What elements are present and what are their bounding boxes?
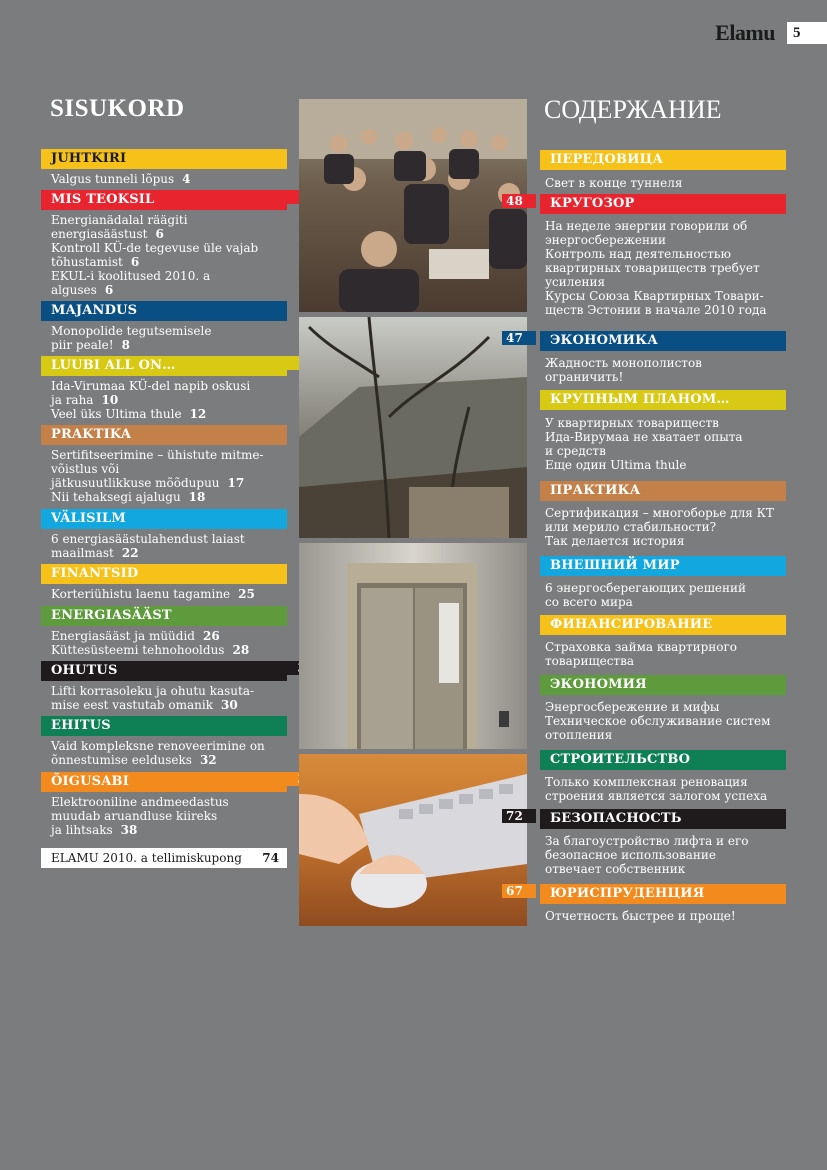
entry-page-number: 6 [155,227,164,241]
entry-text: Veel üks Ultima thule [51,407,182,421]
section-header-et[interactable] [41,716,287,736]
toc-entry-et[interactable] [51,532,291,560]
entry-text: Жадность монополистов [545,356,702,370]
entry-line [545,416,790,430]
toc-entry-ru[interactable] [545,356,790,384]
entry-text: со всего мира [545,595,633,609]
entry-page-number: 32 [199,753,217,767]
section-label: ЮРИСПРУДЕНЦИЯ [550,886,705,901]
entry-line [51,490,291,504]
toc-entry-et[interactable] [51,324,291,352]
entry-text: строения является залогом успеха [545,789,768,803]
entry-text: tõhustamist [51,255,123,269]
section-page-badge: 47 [502,331,536,345]
entry-line [545,506,790,520]
entry-text: товарищества [545,654,634,668]
entry-text: отопления [545,728,613,742]
entry-page-number: 26 [203,629,220,643]
entry-text: ществ Эстонии в начале 2010 года [545,303,767,317]
entry-line [51,643,291,657]
section-label: EHITUS [51,718,111,733]
photo-conference-audience [299,99,527,312]
section-label: ЭКОНОМИЯ [550,677,647,692]
section-header-et[interactable] [41,425,287,445]
entry-page-number: 38 [120,823,138,837]
entry-line [545,714,790,728]
toc-entry-et[interactable] [51,490,291,504]
entry-line [51,255,291,269]
photo-old-wooden-house [299,317,527,538]
entry-text: energiasäästust [51,227,148,241]
toc-entry-et[interactable] [51,448,291,490]
entry-line [51,698,291,712]
entry-line [51,393,291,407]
entry-page-number: 18 [188,490,206,504]
entry-text: Korteriühistu laenu tagamine [51,587,231,601]
entry-page-number: 22 [121,546,139,560]
entry-text: Энергосбережение и мифы [545,700,720,714]
toc-entry-et[interactable] [51,269,291,297]
entry-text: Lifti korrasoleku ja ohutu kasuta- [51,684,255,698]
section-header-ru[interactable] [506,884,786,904]
entry-line [545,275,790,289]
section-label: ÕIGUSABI [51,774,129,789]
section-label: ПЕРЕДОВИЦА [550,152,664,167]
section-header-et[interactable] [41,509,287,529]
entry-line [545,700,790,714]
entry-line [51,227,291,241]
entry-line [51,283,291,297]
entry-text: квартирных товариществ требует [545,261,760,275]
entry-line [51,795,291,809]
entry-line [545,356,790,370]
entry-text: võistlus või [51,462,120,476]
entry-line [545,233,790,247]
entry-text: õnnestumise eelduseks [51,753,192,767]
section-label: JUHTKIRI [51,151,127,166]
toc-entry-et[interactable] [51,587,291,601]
entry-line [51,324,291,338]
entry-page-number: 10 [101,393,119,407]
section-header-et[interactable] [41,564,287,584]
entry-line [51,338,291,352]
entry-line [545,444,790,458]
toc-entry-et[interactable] [51,739,291,767]
photo-elevator-doors [299,543,527,749]
entry-line [545,219,790,233]
section-page-badge: 67 [502,884,536,898]
toc-entry-ru[interactable] [545,775,790,803]
toc-entry-ru[interactable] [545,506,790,548]
toc-entry-et[interactable] [51,241,291,269]
entry-page-number: 4 [182,172,191,186]
entry-text: EKUL-i koolitused 2010. a [51,269,211,283]
entry-text: или мерило стабильности? [545,520,717,534]
entry-line [51,213,291,227]
entry-line [545,520,790,534]
entry-line [545,247,790,261]
entry-text: Курсы Союза Квартирных Товари- [545,289,764,303]
entry-line [51,476,291,490]
section-header-et[interactable] [41,301,287,321]
entry-text: Küttesüsteemi tehnohooldus [51,643,225,657]
entry-text: piir peale! [51,338,114,352]
section-label: ЭКОНОМИКА [550,333,658,348]
entry-page-number: 12 [189,407,207,421]
section-label: ПРАКТИКА [550,483,641,498]
section-header-ru[interactable] [506,331,786,351]
section-header-ru[interactable] [540,556,786,576]
entry-text: У квартирных товариществ [545,416,719,430]
section-header-ru[interactable] [540,150,786,170]
entry-line [51,532,291,546]
entry-line [545,848,790,862]
entry-line [51,448,291,462]
entry-text: Страховка займа квартирного [545,640,738,654]
section-header-ru[interactable] [540,390,786,410]
section-header-et[interactable] [41,606,287,626]
toc-entry-ru[interactable] [545,219,790,317]
entry-line [51,269,291,283]
toc-entry-ru[interactable] [545,416,790,472]
entry-line [51,739,291,753]
toc-entry-et[interactable] [51,379,291,407]
entry-text: Еще один Ultima thule [545,458,687,472]
entry-page-number: 25 [238,587,255,601]
entry-text: За благоустройство лифта и его [545,834,749,848]
entry-page-number: 28 [232,643,250,657]
entry-line [545,640,790,654]
entry-line [51,546,291,560]
entry-line [51,241,291,255]
section-header-ru[interactable] [540,750,786,770]
section-label: MIS TEOKSIL [51,192,155,207]
entry-page-number: 17 [227,476,245,490]
section-label: КРУПНЫМ ПЛАНОМ… [550,392,730,407]
entry-line [545,834,790,848]
entry-text: ja raha [51,393,94,407]
entry-text: На неделе энергии говорили об [545,219,748,233]
entry-line [545,176,790,190]
section-label: OHUTUS [51,663,118,678]
entry-line [545,581,790,595]
toc-entry-ru[interactable] [545,176,790,190]
entry-line [51,587,291,601]
entry-text: Сертификация – многоборье для КТ [545,506,774,520]
entry-line [51,407,291,421]
entry-text: Так делается история [545,534,685,548]
toc-entry-et[interactable] [51,172,291,186]
entry-text: энергосбережении [545,233,666,247]
entry-line [51,684,291,698]
section-header-et[interactable] [41,661,287,681]
subscription-coupon[interactable] [41,848,287,868]
entry-line [545,261,790,275]
entry-line [545,370,790,384]
section-header-et[interactable] [41,190,287,210]
entry-line [545,775,790,789]
entry-line [545,862,790,876]
section-page-badge: 48 [502,194,536,208]
entry-line [545,534,790,548]
section-label: КРУГОЗОР [550,196,635,211]
toc-entry-ru[interactable] [545,640,790,668]
section-header-et[interactable] [41,772,287,792]
entry-text: jätkusuutlikkuse mõõdupuu [51,476,220,490]
magazine-logo: Elamu [715,20,775,45]
entry-text: ja lihtsaks [51,823,113,837]
entry-text: muudab aruandluse kiireks [51,809,218,823]
entry-line [51,823,291,837]
entry-line [545,728,790,742]
section-header-ru[interactable] [540,675,786,695]
toc-entry-et[interactable] [51,795,291,837]
toc-entry-et[interactable] [51,407,291,421]
entry-text: и средств [545,444,606,458]
entry-text: Energianädalal räägiti [51,213,188,227]
entry-line [51,172,291,186]
section-header-ru[interactable] [506,809,786,829]
toc-entry-et[interactable] [51,629,291,643]
entry-text: Monopolide tegutsemisele [51,324,212,338]
section-header-et[interactable] [41,356,287,376]
entry-line [51,462,291,476]
toc-entry-et[interactable] [51,213,291,241]
entry-page-number: 8 [121,338,130,352]
section-header-ru[interactable] [540,615,786,635]
entry-page-number: 30 [221,698,238,712]
section-header-ru[interactable] [506,194,786,214]
entry-text: Ида-Вирумаа не хватает опыта [545,430,743,444]
entry-text: Техническое обслуживание систем [545,714,771,728]
section-header-ru[interactable] [540,481,786,501]
section-label: ENERGIASÄÄST [51,608,172,623]
entry-text: отвечает собственник [545,862,686,876]
entry-line [545,909,790,923]
section-page-badge: 72 [502,809,536,823]
entry-text: Только комплексная реновация [545,775,748,789]
toc-entry-et[interactable] [51,684,291,712]
section-label: БЕЗОПАСНОСТЬ [550,811,682,826]
entry-text: ограничить! [545,370,624,384]
entry-text: maailmast [51,546,114,560]
entry-text: Vaid kompleksne renoveerimine on [51,739,265,753]
entry-page-number: 6 [104,283,114,297]
entry-line [545,595,790,609]
section-label: СТРОИТЕЛЬСТВО [550,752,691,767]
section-label: PRAKTIKA [51,427,132,442]
toc-entry-et[interactable] [51,643,291,657]
entry-text: Свет в конце туннеля [545,176,683,190]
entry-line [545,430,790,444]
entry-text: alguses [51,283,97,297]
entry-text: усиления [545,275,606,289]
entry-text: Контроль над деятельностью [545,247,731,261]
entry-text: Kontroll KÜ-de tegevuse üle vajab [51,241,259,255]
entry-text: безопасное использование [545,848,716,862]
entry-line [545,789,790,803]
toc-entry-ru[interactable] [545,909,790,923]
toc-entry-ru[interactable] [545,581,790,609]
entry-text: 6 energiasäästulahendust laiast [51,532,245,546]
section-label: VÄLISILM [51,511,126,526]
photo-hand-on-mouse [299,754,527,926]
entry-text: Отчетность быстрее и проще! [545,909,736,923]
section-label: ФИНАНСИРОВАНИЕ [550,617,713,632]
section-label: FINANTSID [51,566,139,581]
entry-line [51,629,291,643]
entry-line [51,753,291,767]
toc-title-russian: СОДЕРЖАНИЕ [544,95,722,124]
entry-line [51,379,291,393]
toc-entry-ru[interactable] [545,834,790,876]
page-number: 5 [787,22,827,44]
entry-line [545,289,790,303]
entry-line [51,809,291,823]
coupon-text: ELAMU 2010. a tellimiskupong [51,851,242,865]
section-label: ВНЕШНИЙ МИР [550,558,680,573]
entry-line [545,654,790,668]
entry-text: Ida-Virumaa KÜ-del napib oskusi [51,379,251,393]
entry-line [545,303,790,317]
section-label: MAJANDUS [51,303,138,318]
entry-text: Valgus tunneli lõpus [51,172,175,186]
section-label: LUUBI ALL ON… [51,358,176,373]
entry-text: mise eest vastutab omanik [51,698,213,712]
toc-entry-ru[interactable] [545,700,790,742]
coupon-page: 74 [262,851,279,865]
entry-text: Nii tehaksegi ajalugu [51,490,181,504]
toc-title-estonian: SISUKORD [50,95,185,122]
entry-text: Energiasääst ja müüdid [51,629,195,643]
entry-text: 6 энергосберегающих решений [545,581,746,595]
section-header-et[interactable] [41,149,287,169]
entry-text: Elektrooniline andmeedastus [51,795,229,809]
entry-text: Sertifitseerimine – ühistute mitme- [51,448,264,462]
entry-page-number: 6 [130,255,140,269]
entry-line [545,458,790,472]
